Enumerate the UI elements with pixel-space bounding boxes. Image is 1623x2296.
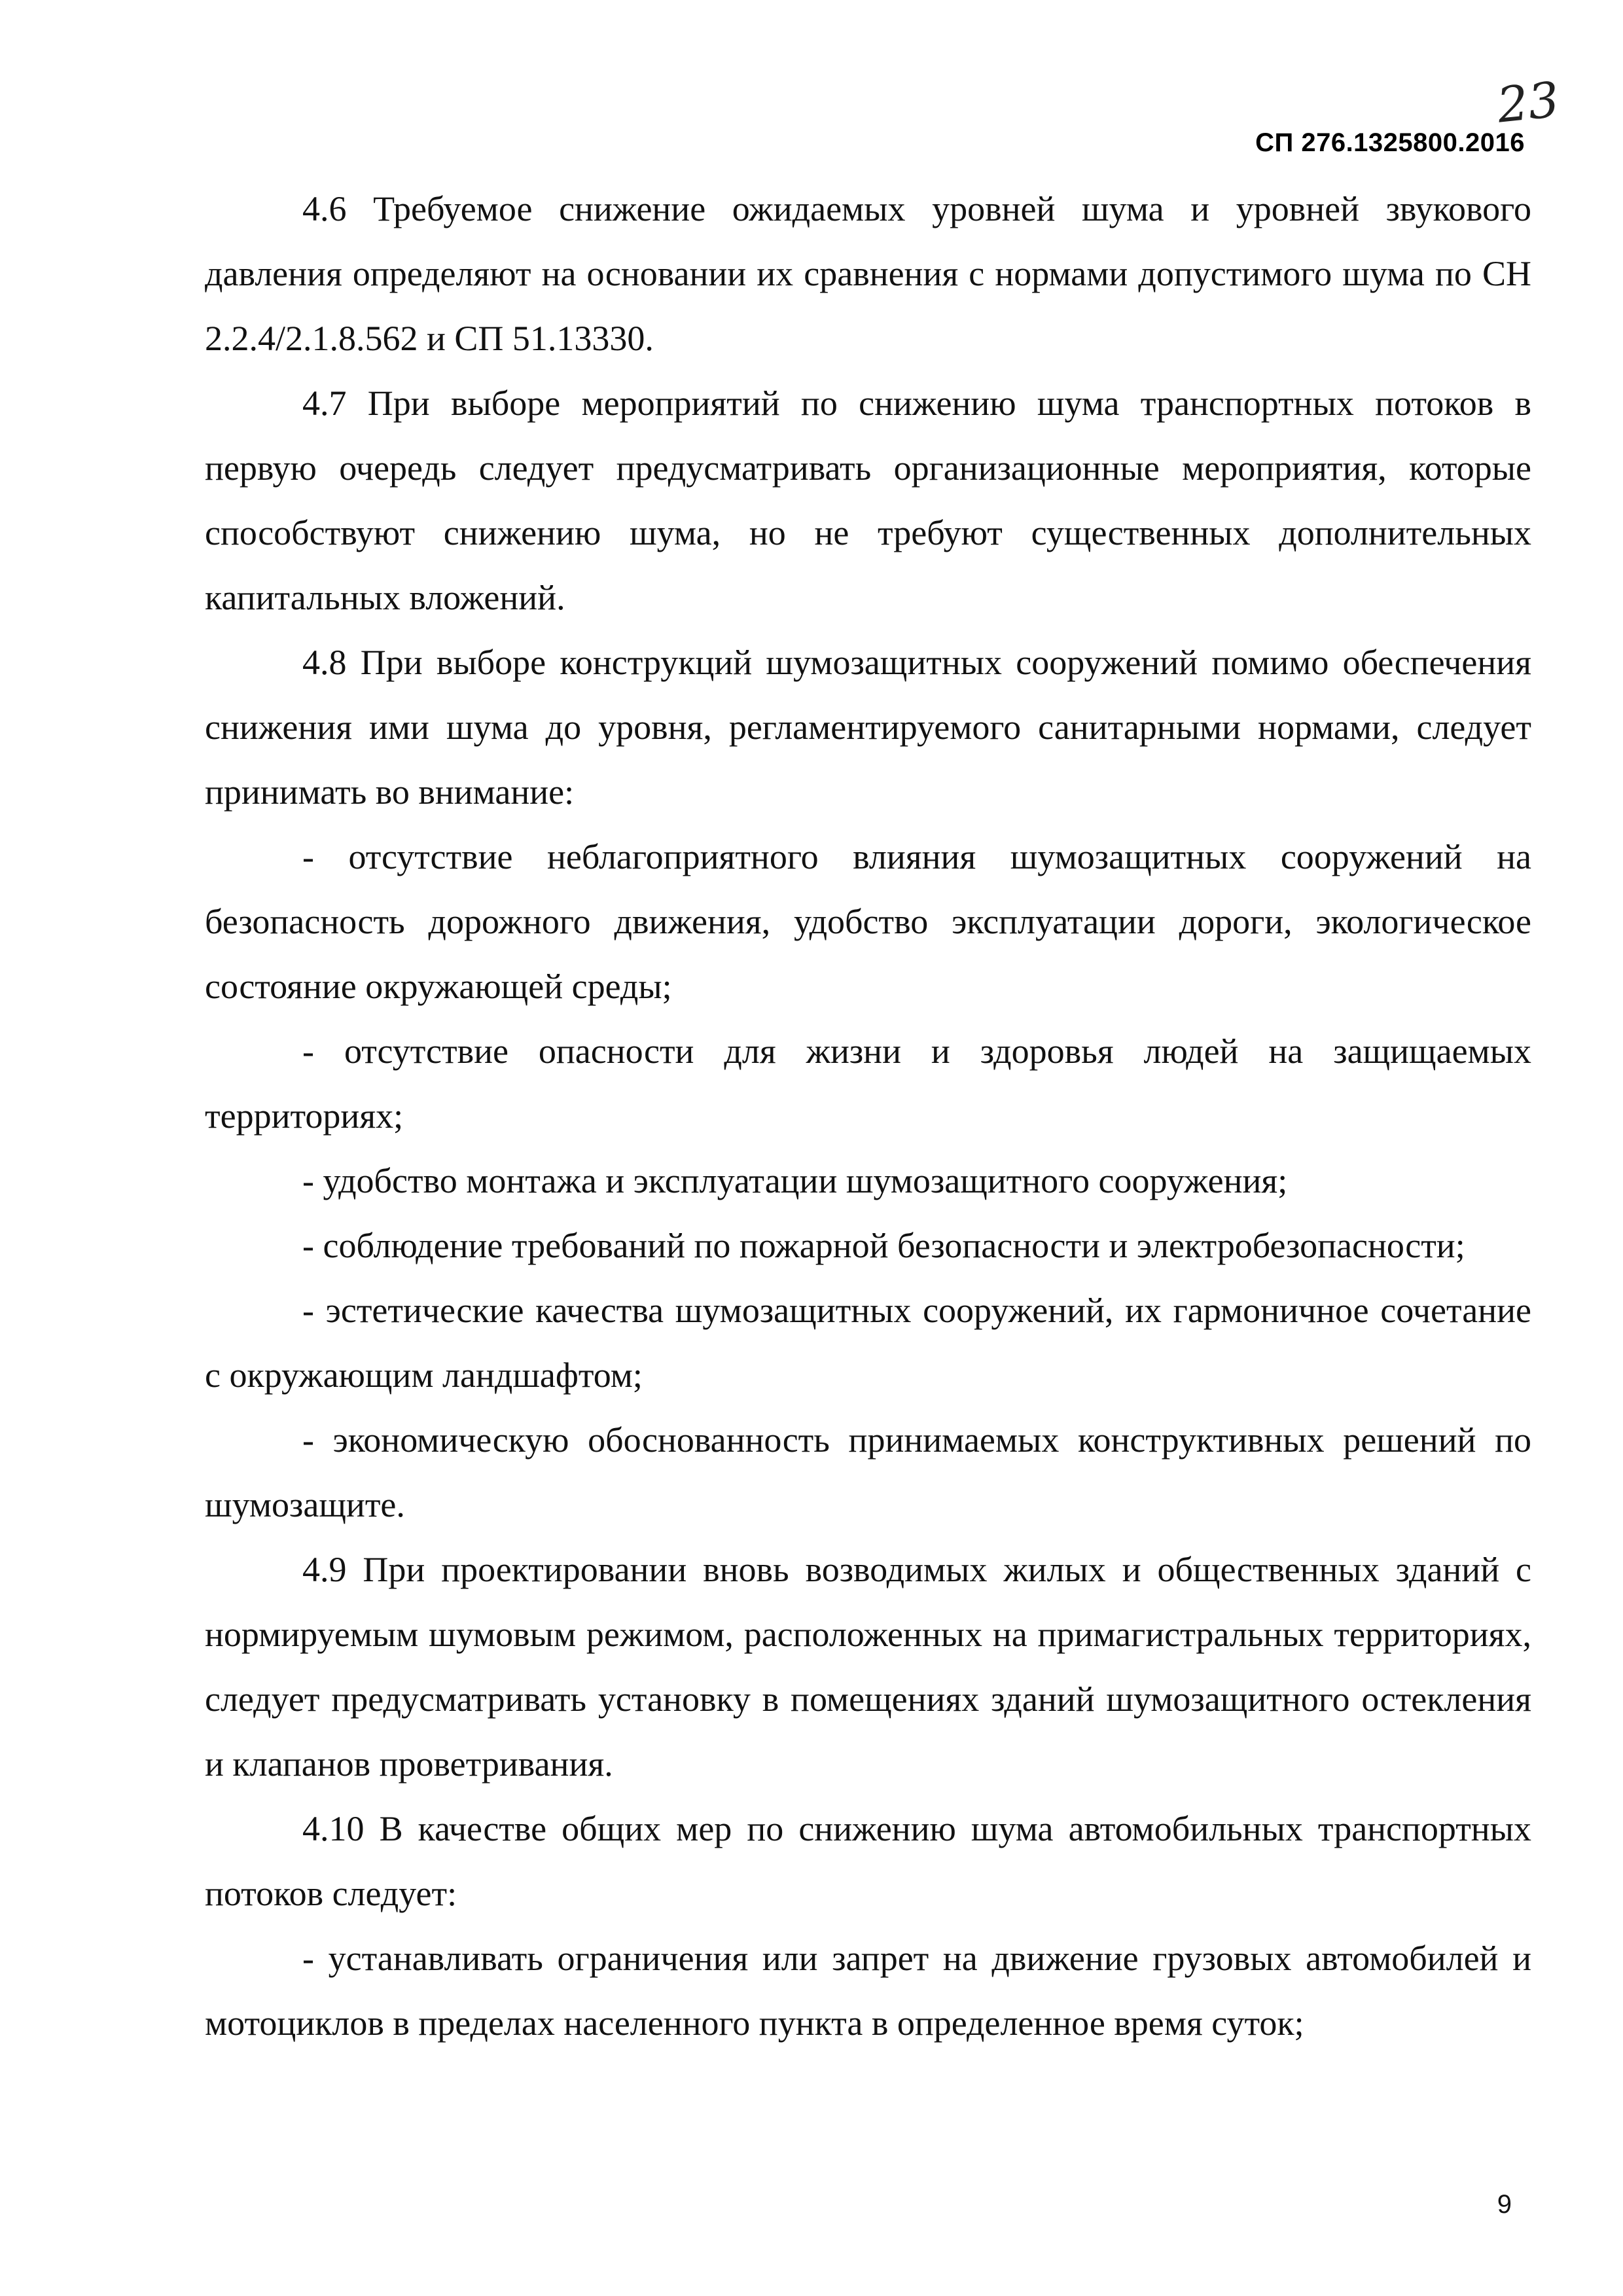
page-number: 9 xyxy=(1497,2190,1512,2219)
list-item: - устанавливать ограничения или запрет на движение грузовых автомобилей и мотоциклов в пределах населенного пункта в определенное время суток; xyxy=(205,1939,1531,2043)
paragraph-4-8: 4.8 При выборе конструкций шумозащитных сооружений помимо обеспечения снижения ими шума до уровня, регламентируемого санитарными нормами, следует принимать во внимание: xyxy=(205,643,1531,812)
list-item: - соблюдение требований по пожарной безопасности и электробезопасности; xyxy=(302,1226,1465,1265)
document-code: СП 276.1325800.2016 xyxy=(1255,128,1525,157)
list-item: - удобство монтажа и эксплуатации шумозащитного сооружения; xyxy=(302,1161,1288,1200)
list-item: - отсутствие опасности для жизни и здоровья людей на защищаемых территориях; xyxy=(205,1031,1531,1136)
list-item: - экономическую обоснованность принимаемых конструктивных решений по шумозащите. xyxy=(205,1420,1531,1524)
document-body xyxy=(205,177,1531,2056)
paragraph-4-6: 4.6 Требуемое снижение ожидаемых уровней шума и уровней звукового давления определяют на основании их сравнения с нормами допустимого шума по СН 2.2.4/2.1.8.562 и СП 51.13330. xyxy=(205,189,1531,358)
list-item: - отсутствие неблагоприятного влияния шумозащитных сооружений на безопасность дорожного движения, удобство эксплуатации дороги, экологическое состояние окружающей среды; xyxy=(205,837,1531,1006)
list-item: - эстетические качества шумозащитных сооружений, их гармоничное сочетание с окружающим ландшафтом; xyxy=(205,1291,1531,1395)
paragraph-4-10: 4.10 В качестве общих мер по снижению шума автомобильных транспортных потоков следует: xyxy=(205,1809,1531,1913)
paragraph-4-7: 4.7 При выборе мероприятий по снижению шума транспортных потоков в первую очередь следует предусматривать организационные мероприятия, которые способствуют снижению шума, но не требуют существенных дополнительных капитальных вложений. xyxy=(205,384,1531,617)
paragraph-4-9: 4.9 При проектировании вновь возводимых жилых и общественных зданий с нормируемым шумовым режимом, расположенных на примагистральных территориях, следует предусматривать установку в помещениях зданий шумозащитного остекления и клапанов проветривания. xyxy=(205,1550,1531,1784)
handwritten-page-number: 23 xyxy=(1494,71,1562,134)
